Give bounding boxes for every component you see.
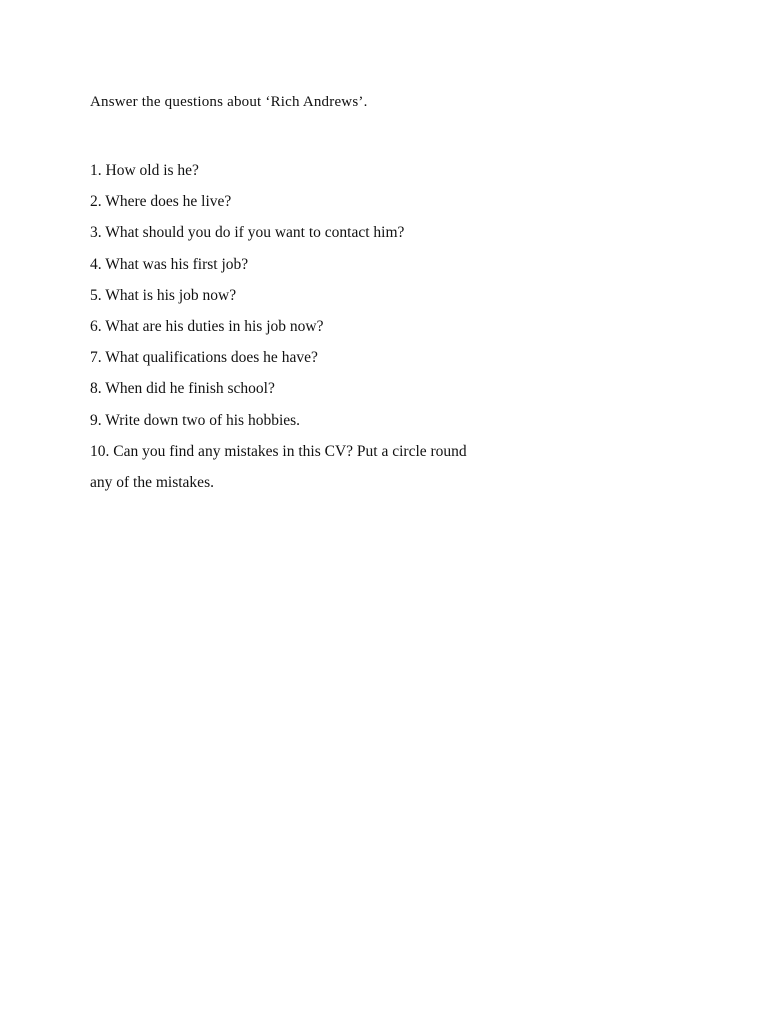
question-10: 10. Can you find any mistakes in this CV? Put a circle round any of the mistakes. — [90, 442, 467, 492]
question-9: 9. Write down two of his hobbies. — [90, 411, 301, 429]
instruction-text: Answer the questions about ‘Rich Andrews’. — [90, 94, 368, 110]
question-7: 7. What qualifications does he have? — [90, 349, 318, 367]
question-5: 5. What is his job now? — [90, 286, 237, 304]
question-8: 8. When did he finish school? — [90, 380, 275, 398]
question-3: 3. What should you do if you want to contact him? — [90, 224, 405, 242]
question-2: 2. Where does he live? — [90, 193, 232, 211]
question-1: 1. How old is he? — [90, 162, 199, 179]
question-6: 6. What are his duties in his job now? — [90, 318, 324, 336]
question-list — [90, 155, 470, 498]
question-4: 4. What was his first job? — [90, 255, 249, 273]
